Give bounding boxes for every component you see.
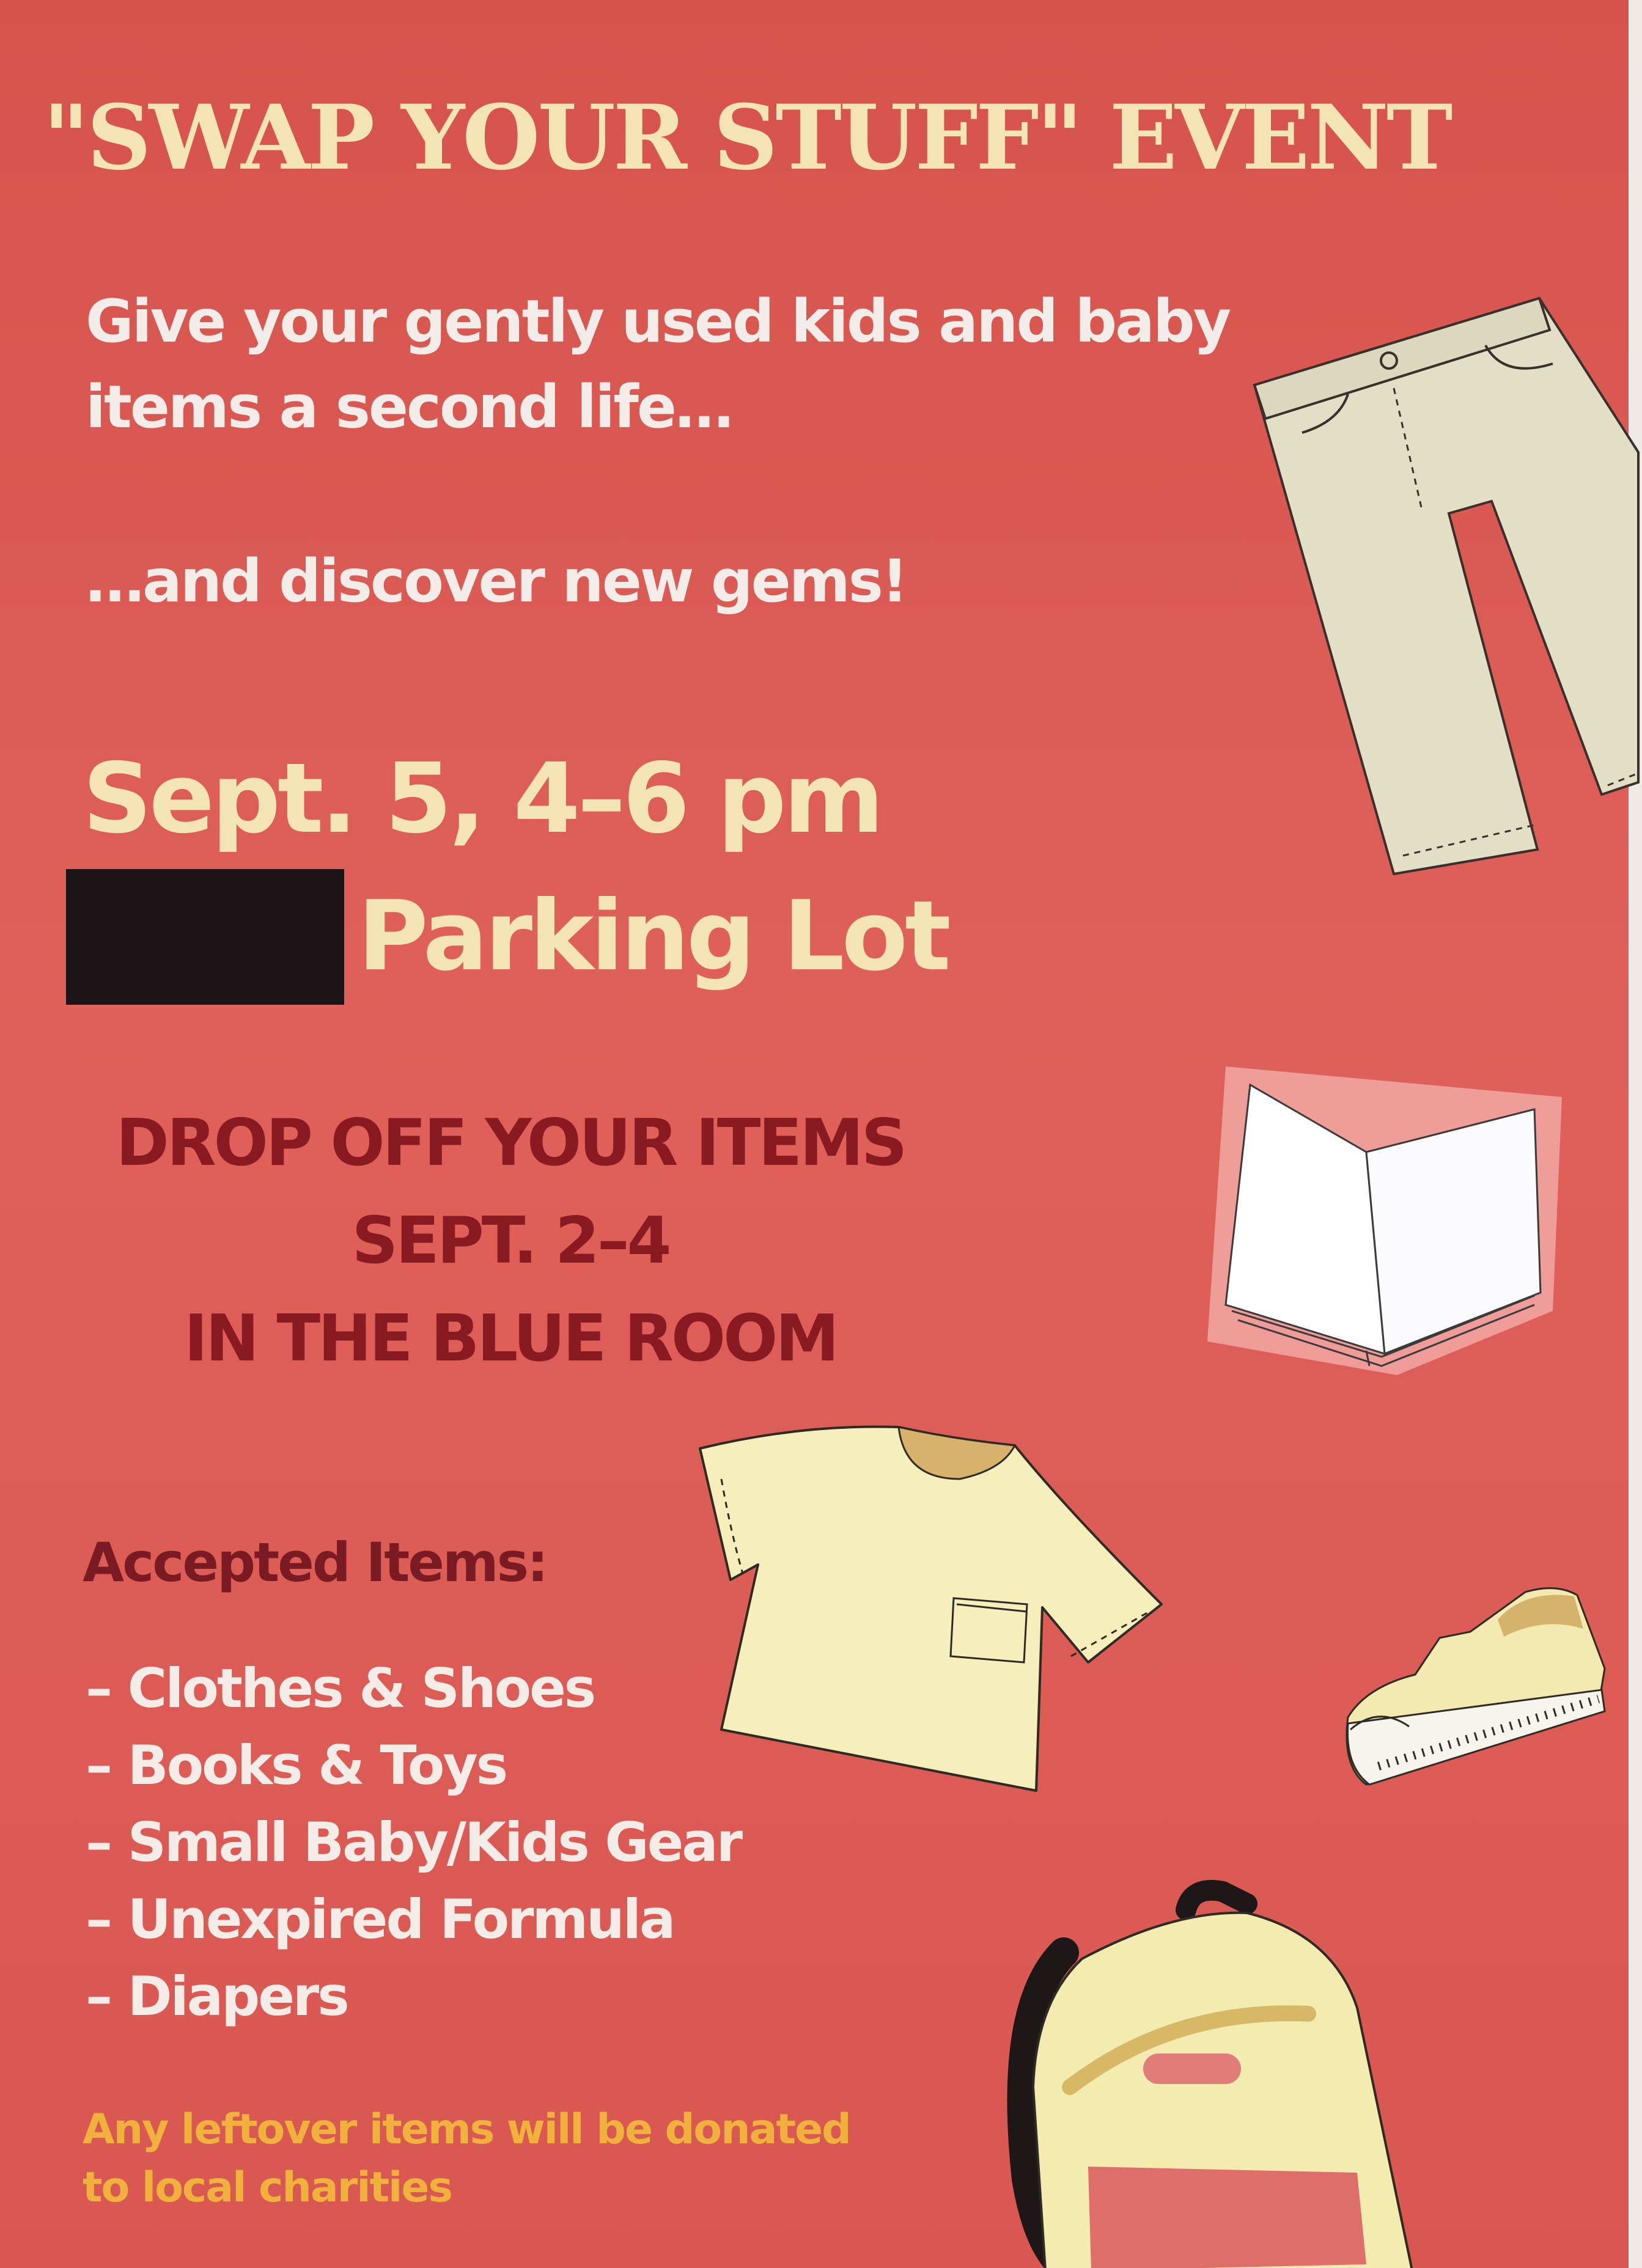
- dropoff-line: DROP OFF YOUR ITEMS: [116, 1106, 905, 1180]
- pants-icon: [1247, 287, 1638, 874]
- accepted-items-heading: Accepted Items:: [83, 1531, 547, 1594]
- list-item: – Unexpired Formula: [86, 1888, 674, 1951]
- list-item: – Diapers: [86, 1965, 348, 2028]
- event-location: Parking Lot: [358, 880, 948, 993]
- donation-line-1: Any leftover items will be donated: [83, 2105, 850, 2154]
- list-item: – Books & Toys: [86, 1734, 507, 1797]
- list-item: – Small Baby/Kids Gear: [86, 1811, 742, 1874]
- dropoff-line: IN THE BLUE ROOM: [184, 1301, 837, 1376]
- event-date-time: Sept. 5, 4–6 pm: [83, 743, 882, 855]
- poster-title: "SWAP YOUR STUFF" EVENT: [43, 86, 1451, 190]
- sneaker-icon: [1342, 1583, 1611, 1791]
- intro-line-1: Give your gently used kids and baby: [86, 287, 1230, 356]
- dropoff-line: SEPT. 2–4: [352, 1203, 669, 1278]
- donation-line-2: to local charities: [83, 2163, 452, 2212]
- open-book-icon: [1201, 1060, 1568, 1384]
- intro-line-2: items a second life…: [86, 373, 732, 441]
- accepted-items-list: [86, 1650, 741, 2035]
- backpack-icon: [990, 1885, 1443, 2268]
- intro-line-3: …and discover new gems!: [86, 547, 907, 615]
- list-item: – Clothes & Shoes: [86, 1657, 595, 1720]
- redaction-box: [66, 869, 344, 1005]
- dropoff-info: [83, 1094, 938, 1387]
- tshirt-icon: [697, 1421, 1174, 1800]
